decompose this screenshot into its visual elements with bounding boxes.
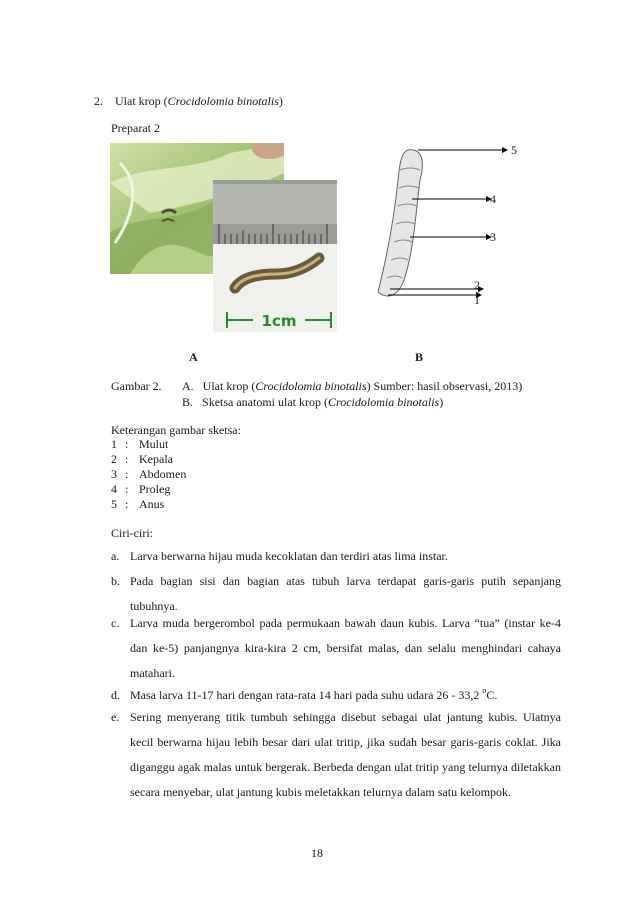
caption-prefix: Gambar 2. <box>111 379 162 393</box>
ket-sep: : <box>125 437 129 451</box>
sketch-number-5: 5 <box>511 143 517 157</box>
ket-num: 5 <box>111 497 117 511</box>
ket-num: 4 <box>111 482 117 496</box>
keterangan-item <box>111 482 170 497</box>
ciri-item <box>111 611 561 686</box>
caption-b-species: Crocidolomia binotalis <box>328 395 440 409</box>
ciri-mark: b. <box>111 574 120 588</box>
ket-sep: : <box>125 497 129 511</box>
keterangan-item <box>111 467 186 482</box>
larva-ruler-photo <box>213 180 337 332</box>
sketch-number-3: 3 <box>490 230 496 244</box>
ket-label: Kepala <box>139 452 173 466</box>
keterangan-item <box>111 452 173 467</box>
ciri-text-pre: Masa larva 11-17 hari dengan rata-rata 14 hari pada suhu udara 26 - 33,2 <box>130 688 483 702</box>
ciri-text-post: C. <box>486 688 498 702</box>
degree-superscript: o <box>482 686 487 695</box>
ket-sep: : <box>125 482 129 496</box>
caption-b-pre: Sketsa anatomi ulat krop ( <box>202 395 328 409</box>
keterangan-item <box>111 497 164 512</box>
ket-label: Mulut <box>139 437 169 451</box>
section-title-prefix: Ulat krop ( <box>115 94 168 108</box>
larva-sketch <box>368 140 538 310</box>
ket-num: 2 <box>111 452 117 466</box>
sketch-number-4: 4 <box>490 192 496 206</box>
ciri-mark: a. <box>111 549 120 563</box>
ket-sep: : <box>125 467 129 481</box>
caption-a-mark: A. <box>182 379 194 393</box>
ket-num: 1 <box>111 437 117 451</box>
caption-b-mark: B. <box>182 395 194 409</box>
ciri-mark: d. <box>111 688 120 702</box>
ciri-mark: c. <box>111 616 120 630</box>
preparat-label: Preparat 2 <box>111 121 160 135</box>
caption-a-species: Crocidolomia binotalis <box>255 379 367 393</box>
ciri-mark: e. <box>111 710 120 724</box>
ciri-item <box>111 705 561 805</box>
caption-line-a <box>182 379 522 394</box>
caption-a-pre: Ulat krop ( <box>202 379 256 393</box>
figure-label-a: A <box>189 350 198 364</box>
section-title-species: Crocidolomia binotalis <box>167 94 279 108</box>
larva-ruler-art <box>213 180 337 332</box>
page-number: 18 <box>311 846 323 860</box>
ciri-text: Sering menyerang titik tumbuh sehingga disebut sebagai ulat jantung kubis. Ulatnya kecil berwarna hijau lebih besar dari ulat tritip, jika sudah besar garis-garis coklat. Jika diganggu agak malas untuk bergerak. Berbeda dengan ulat tritip yang telurnya diletakkan secara menyebar, ulat jantung kubis meletakkan telurnya dalam satu kelompok. <box>130 710 561 799</box>
caption-b-post: ) <box>439 395 444 409</box>
keterangan-title: Keterangan gambar sketsa: <box>111 423 241 437</box>
ciri-text: Larva berwarna hijau muda kecoklatan dan terdiri atas lima instar. <box>130 549 448 563</box>
caption-a-post: ) Sumber: hasil observasi, 2013) <box>366 379 523 393</box>
section-heading <box>94 94 283 109</box>
figure-label-b: B <box>415 350 424 364</box>
ket-num: 3 <box>111 467 117 481</box>
sketch-number-1: 1 <box>474 293 480 307</box>
ket-sep: : <box>125 452 129 466</box>
ket-label: Anus <box>139 497 165 511</box>
scale-label: 1cm <box>261 312 297 330</box>
ciri-title: Ciri-ciri: <box>111 526 153 540</box>
ciri-text: Larva muda bergerombol pada permukaan bawah daun kubis. Larva “tua” (instar ke-4 dan ke-5) panjangnya kira-kira 2 cm, bersifat malas, dan selalu menghindari cahaya matahari. <box>130 616 561 680</box>
ciri-text: Pada bagian sisi dan bagian atas tubuh larva terdapat garis-garis putih sepanjang tubuhnya. <box>130 574 561 613</box>
caption-line-b <box>182 395 443 410</box>
larva-sketch-art <box>368 140 538 310</box>
ket-label: Abdomen <box>139 467 187 481</box>
sketch-number-2: 2 <box>474 278 480 292</box>
section-number: 2. <box>94 94 103 108</box>
section-title-suffix: ) <box>278 94 283 108</box>
keterangan-item <box>111 437 168 452</box>
ket-label: Proleg <box>139 482 171 496</box>
ciri-item <box>111 544 561 569</box>
